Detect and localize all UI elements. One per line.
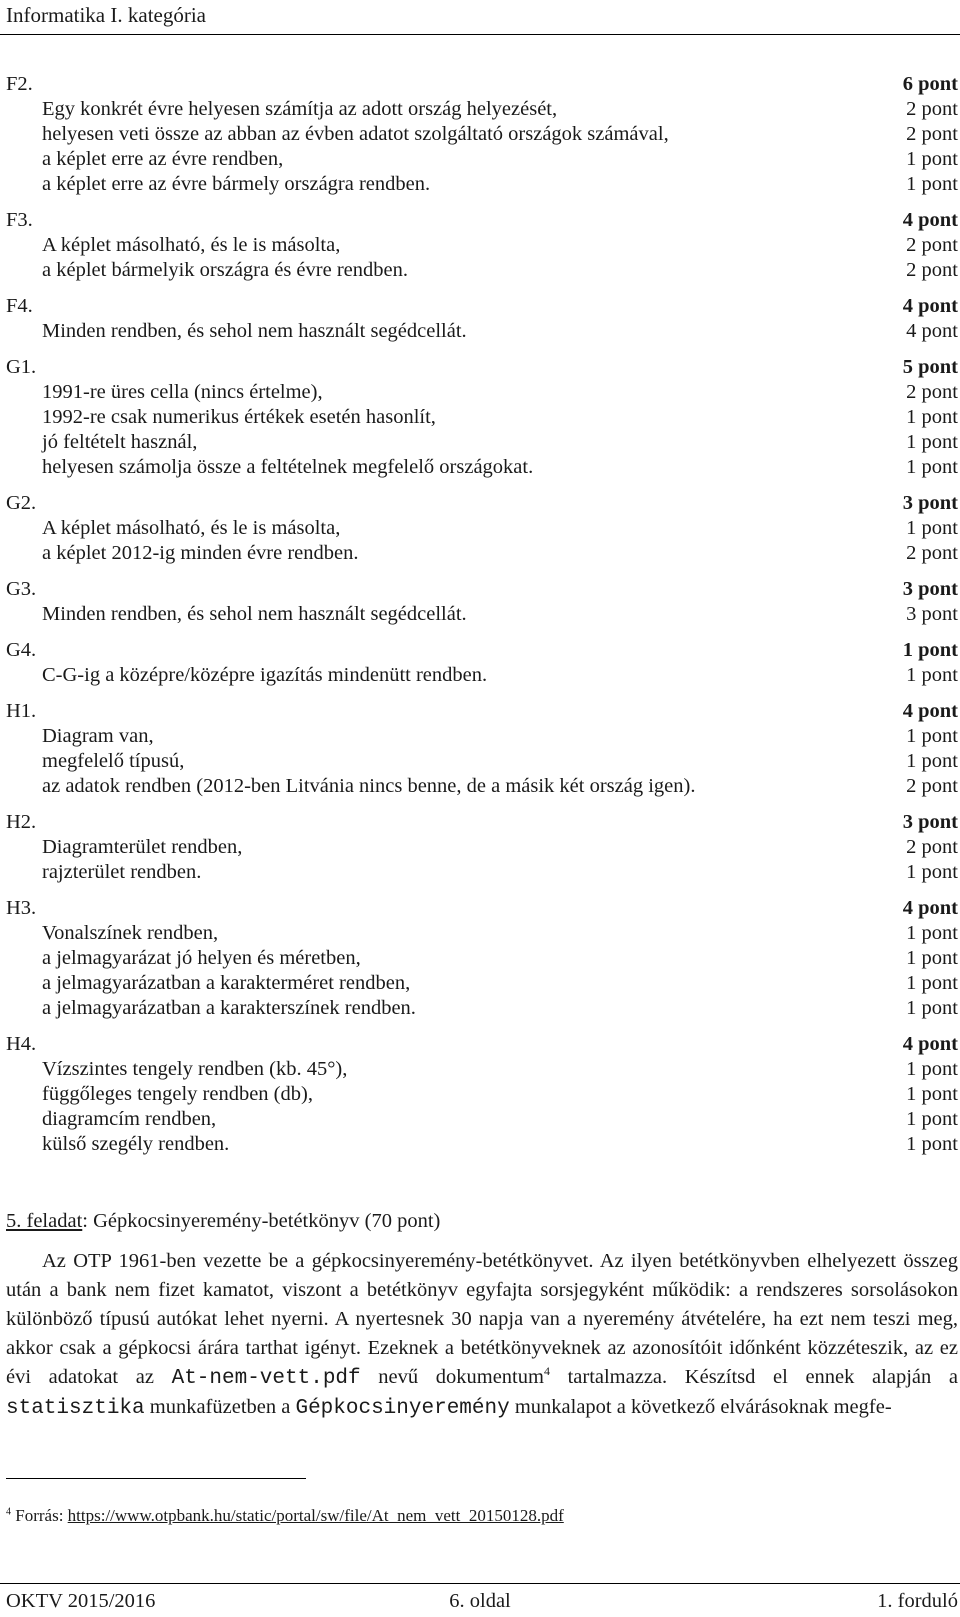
criterion-text: külső szegély rendben. <box>42 1133 230 1155</box>
criterion-text: az adatok rendben (2012-ben Litvánia nincs benne, de a másik két ország igen). <box>42 775 696 797</box>
section-header <box>6 699 958 724</box>
section-total-points: 6 pont <box>902 73 958 95</box>
criterion-points: 1 pont <box>906 431 958 453</box>
scoring-section <box>6 810 958 885</box>
criterion-points: 2 pont <box>906 775 958 797</box>
task-description <box>6 1247 958 1423</box>
criterion-row <box>6 319 958 344</box>
footnote-divider <box>6 1478 306 1479</box>
criterion-text: Diagram van, <box>42 725 154 747</box>
section-total-points: 4 pont <box>902 700 958 722</box>
criterion-points: 1 pont <box>906 456 958 478</box>
task-text-5: munkalapot a következő elvárásoknak megfe- <box>509 1396 892 1418</box>
section-label: H1. <box>6 700 37 722</box>
criterion-text: a képlet bármelyik országra és évre rendben. <box>42 259 408 281</box>
criterion-row <box>6 946 958 971</box>
section-header <box>6 355 958 380</box>
section-header <box>6 638 958 663</box>
section-total-points: 3 pont <box>902 492 958 514</box>
criterion-row <box>6 1057 958 1082</box>
task-text-1: Az OTP 1961-ben vezette be a gépkocsinyeremény-betétkönyvet. Az ilyen betétkönyvben elhelyezett összeg után a bank nem fizet kamatot, viszont a betétkönyv egyfajta sorsjegyként működik: a rendszeres sorsolásokon különböző típusú autókat lehet nyerni. A nyertesnek 30 napja van a nyeremény átvételére, ha ezt nem teszi meg, akkor csak a gépkocsi árára tarthat igényt. Ezeknek a betétkönyveknek az azonosítóit időnként közzéteszik, az ez évi adatokat az <box>6 1250 958 1388</box>
criterion-row <box>6 602 958 627</box>
criterion-points: 2 pont <box>906 234 958 256</box>
criterion-row <box>6 516 958 541</box>
scoring-guide <box>6 72 958 1168</box>
section-header <box>6 294 958 319</box>
criterion-text: Diagramterület rendben, <box>42 836 243 858</box>
criterion-row <box>6 996 958 1021</box>
section-header <box>6 208 958 233</box>
criterion-text: A képlet másolható, és le is másolta, <box>42 517 341 539</box>
scoring-section <box>6 896 958 1021</box>
criterion-points: 2 pont <box>906 123 958 145</box>
footer-round: 1. forduló <box>877 1590 958 1612</box>
section-total-points: 3 pont <box>902 811 958 833</box>
criterion-points: 3 pont <box>906 603 958 625</box>
footnote-reference: 4 <box>543 1364 550 1379</box>
criterion-points: 1 pont <box>906 517 958 539</box>
footnote-label: Forrás: <box>11 1506 68 1525</box>
criterion-text: jó feltételt használ, <box>42 431 198 453</box>
section-label: H2. <box>6 811 37 833</box>
criterion-points: 1 pont <box>906 922 958 944</box>
criterion-points: 1 pont <box>906 148 958 170</box>
criterion-points: 1 pont <box>906 173 958 195</box>
scoring-section <box>6 699 958 799</box>
section-header <box>6 810 958 835</box>
criterion-points: 1 pont <box>906 750 958 772</box>
criterion-points: 1 pont <box>906 1108 958 1130</box>
criterion-text: a képlet erre az évre bármely országra rendben. <box>42 173 431 195</box>
criterion-text: Egy konkrét évre helyesen számítja az adott ország helyezését, <box>42 98 558 120</box>
criterion-row <box>6 97 958 122</box>
criterion-row <box>6 172 958 197</box>
criterion-points: 2 pont <box>906 98 958 120</box>
criterion-row <box>6 541 958 566</box>
criterion-text: Minden rendben, és sehol nem használt segédcellát. <box>42 320 467 342</box>
criterion-points: 2 pont <box>906 836 958 858</box>
section-label: G3. <box>6 578 37 600</box>
criterion-text: Vízszintes tengely rendben (kb. 45°), <box>42 1058 348 1080</box>
task-title <box>6 1208 440 1234</box>
criterion-row <box>6 1132 958 1157</box>
footer-page-number: 6. oldal <box>449 1590 511 1612</box>
criterion-text: a képlet 2012-ig minden évre rendben. <box>42 542 359 564</box>
section-label: G4. <box>6 639 37 661</box>
task-number: 5. feladat <box>6 1210 83 1232</box>
worksheet-name: Gépkocsinyeremény <box>295 1397 510 1420</box>
criterion-row <box>6 430 958 455</box>
criterion-row <box>6 380 958 405</box>
scoring-section <box>6 355 958 480</box>
criterion-text: A képlet másolható, és le is másolta, <box>42 234 341 256</box>
criterion-row <box>6 724 958 749</box>
criterion-points: 2 pont <box>906 381 958 403</box>
task-title-text: : Gépkocsinyeremény-betétkönyv (70 pont) <box>82 1210 441 1232</box>
section-label: G2. <box>6 492 37 514</box>
criterion-row <box>6 258 958 283</box>
workbook-filename: statisztika <box>6 1397 145 1420</box>
criterion-points: 1 pont <box>906 664 958 686</box>
section-label: F3. <box>6 209 33 231</box>
criterion-text: Vonalszínek rendben, <box>42 922 219 944</box>
section-label: G1. <box>6 356 37 378</box>
criterion-points: 1 pont <box>906 947 958 969</box>
criterion-points: 1 pont <box>906 972 958 994</box>
criterion-points: 1 pont <box>906 997 958 1019</box>
section-total-points: 4 pont <box>902 897 958 919</box>
footnote-mark: 4 <box>6 1506 11 1518</box>
source-link[interactable]: https://www.otpbank.hu/static/portal/sw/file/At_nem_vett_20150128.pdf <box>67 1506 564 1525</box>
section-label: F2. <box>6 73 33 95</box>
criterion-text: a jelmagyarázatban a karakterszínek rendben. <box>42 997 416 1019</box>
criterion-text: a jelmagyarázatban a karakterméret rendben, <box>42 972 411 994</box>
criterion-points: 1 pont <box>906 1133 958 1155</box>
criterion-row <box>6 921 958 946</box>
section-header <box>6 1032 958 1057</box>
scoring-section <box>6 491 958 566</box>
criterion-row <box>6 971 958 996</box>
scoring-section <box>6 577 958 627</box>
section-total-points: 4 pont <box>902 1033 958 1055</box>
section-total-points: 4 pont <box>902 209 958 231</box>
criterion-row <box>6 233 958 258</box>
task-text-2: nevű dokumentum <box>360 1366 544 1388</box>
task-text-3: tartalmazza. Készítsd el ennek alapján a <box>549 1366 958 1388</box>
scoring-section <box>6 1032 958 1157</box>
criterion-row <box>6 405 958 430</box>
criterion-text: a jelmagyarázat jó helyen és méretben, <box>42 947 361 969</box>
page-header-title: Informatika I. kategória <box>6 3 206 27</box>
criterion-row <box>6 1107 958 1132</box>
criterion-text: függőleges tengely rendben (db), <box>42 1083 313 1105</box>
criterion-text: a képlet erre az évre rendben, <box>42 148 284 170</box>
criterion-row <box>6 455 958 480</box>
criterion-points: 1 pont <box>906 1083 958 1105</box>
section-label: H3. <box>6 897 37 919</box>
criterion-row <box>6 749 958 774</box>
section-header <box>6 896 958 921</box>
footer-competition: OKTV 2015/2016 <box>6 1590 156 1612</box>
criterion-row <box>6 835 958 860</box>
criterion-text: diagramcím rendben, <box>42 1108 217 1130</box>
criterion-points: 4 pont <box>906 320 958 342</box>
scoring-section <box>6 208 958 283</box>
criterion-text: megfelelő típusú, <box>42 750 185 772</box>
criterion-row <box>6 860 958 885</box>
criterion-text: Minden rendben, és sehol nem használt segédcellát. <box>42 603 467 625</box>
criterion-text: rajzterület rendben. <box>42 861 202 883</box>
criterion-text: helyesen számolja össze a feltételnek megfelelő országokat. <box>42 456 534 478</box>
criterion-text: 1992-re csak numerikus értékek esetén hasonlít, <box>42 406 436 428</box>
criterion-points: 1 pont <box>906 1058 958 1080</box>
section-total-points: 4 pont <box>902 295 958 317</box>
section-total-points: 1 pont <box>902 639 958 661</box>
criterion-row <box>6 122 958 147</box>
section-header <box>6 72 958 97</box>
section-header <box>6 577 958 602</box>
section-label: H4. <box>6 1033 37 1055</box>
section-label: F4. <box>6 295 33 317</box>
criterion-points: 2 pont <box>906 259 958 281</box>
criterion-row <box>6 147 958 172</box>
criterion-points: 1 pont <box>906 406 958 428</box>
criterion-row <box>6 1082 958 1107</box>
footnote <box>6 1505 564 1527</box>
criterion-row <box>6 663 958 688</box>
section-total-points: 5 pont <box>902 356 958 378</box>
criterion-text: helyesen veti össze az abban az évben adatot szolgáltató országok számával, <box>42 123 669 145</box>
footer-divider <box>0 1583 960 1584</box>
header-divider <box>0 34 960 35</box>
criterion-row <box>6 774 958 799</box>
section-total-points: 3 pont <box>902 578 958 600</box>
criterion-text: 1991-re üres cella (nincs értelme), <box>42 381 323 403</box>
section-header <box>6 491 958 516</box>
pdf-filename: At-nem-vett.pdf <box>171 1367 361 1390</box>
task-text-4: munkafüzetben a <box>144 1396 296 1418</box>
scoring-section <box>6 294 958 344</box>
criterion-points: 1 pont <box>906 861 958 883</box>
criterion-points: 1 pont <box>906 725 958 747</box>
scoring-section <box>6 72 958 197</box>
scoring-section <box>6 638 958 688</box>
criterion-points: 2 pont <box>906 542 958 564</box>
criterion-text: C-G-ig a középre/középre igazítás mindenütt rendben. <box>42 664 488 686</box>
